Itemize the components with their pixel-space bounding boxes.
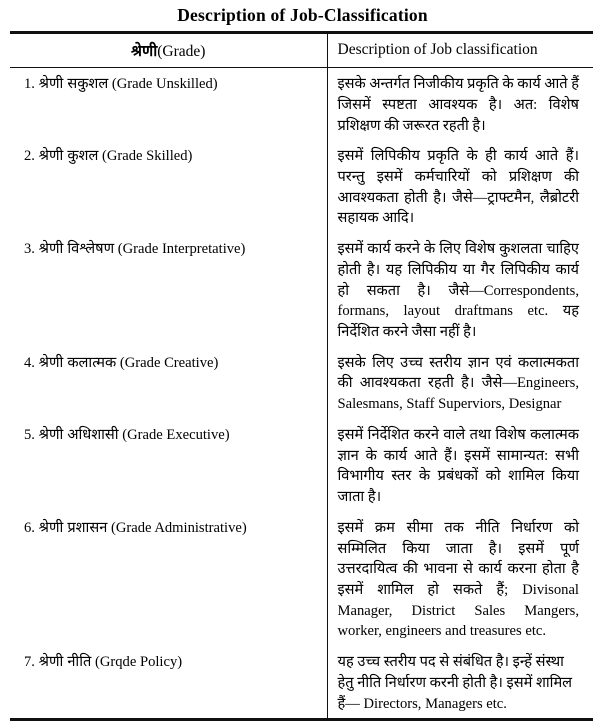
cell-description: इसमें कार्य करने के लिए विशेष कुशलता चाहिए होती है। यह लिपिकीय या गैर लिपिकीय कार्य हो सकता है। जैसे—Correspondents, formans, layout draftmans etc. यह निर्देशित करने जैसा नहीं है। (337, 241, 579, 341)
grade-label-english: (Grqde Policy) (94, 654, 183, 671)
table-body (10, 68, 593, 719)
column-header-grade (10, 34, 327, 68)
job-classification-table-container (10, 31, 593, 721)
grade-label-devanagari: श्रेणी कुशल (38, 148, 99, 165)
column-header-grade-english: (Grade) (157, 43, 206, 61)
grade-label-devanagari: श्रेणी कलात्मक (38, 354, 117, 371)
column-header-grade-devanagari: श्रेणी (131, 43, 158, 61)
grade-label-devanagari: श्रेणी प्रशासन (38, 519, 108, 536)
grade-index: 2. (24, 148, 35, 165)
grade-label-english: (Grade Administrative) (110, 519, 247, 536)
grade-index: 5. (24, 426, 35, 443)
cell-grade (10, 512, 327, 646)
grade-label-english: (Grade Creative) (119, 354, 219, 371)
table-row (10, 347, 593, 419)
cell-description: यह उच्च स्तरीय पद से संबंधित है। इन्हें संस्था हेतु नीति निर्धारण करनी होती है। इसमें शामिल हैं— Directors, Managers etc. (337, 654, 573, 712)
job-classification-table (10, 34, 593, 718)
grade-index: 6. (24, 519, 35, 536)
cell-grade (10, 68, 327, 141)
cell-description: इसमें क्रम सीमा तक नीति निर्धारण को सम्मिलित किया जाता है। इसमें पूर्ण उत्तरदायित्व की भावना से कार्य करना होता है इसमें शामिल हो सकते हैं; Divisonal Manager, District Sales Mangers, worker, engineers and treasures etc. (337, 519, 579, 640)
cell-grade (10, 646, 327, 718)
table-header (10, 34, 593, 68)
grade-index: 1. (24, 76, 35, 93)
grade-label-english: (Grade Skilled) (102, 148, 193, 165)
grade-label-english: (Grade Interpretative) (117, 241, 246, 258)
grade-label-devanagari: श्रेणी सकुशल (38, 76, 109, 93)
cell-grade (10, 140, 327, 233)
table-row (10, 140, 593, 233)
table-row (10, 419, 593, 512)
table-row (10, 68, 593, 141)
cell-description: इसमें लिपिकीय प्रकृति के ही कार्य आते हैं। परन्तु इसमें कर्मचारियों को प्रशिक्षण की आवश्यकता होती है। जैसे—ट्राफ्टमैन, लैब्रोटरी सहायक आदि। (337, 148, 579, 227)
grade-index: 4. (24, 354, 35, 371)
table-row (10, 646, 593, 718)
grade-index: 7. (24, 654, 35, 671)
cell-grade (10, 419, 327, 512)
page-title: Description of Job-Classification (177, 5, 428, 25)
column-header-description: Description of Job classification (327, 34, 593, 68)
cell-grade (10, 233, 327, 347)
cell-grade (10, 347, 327, 419)
table-row (10, 233, 593, 347)
cell-description: इसमें निर्देशित करने वाले तथा विशेष कलात्मक ज्ञान के कार्य आते हैं। इसमें सामान्यत: सभी विभागीय स्तर के प्रबंधकों को शामिल किया जाता है। (337, 426, 579, 506)
grade-index: 3. (24, 241, 35, 258)
table-header-row (10, 34, 593, 68)
grade-label-english: (Grade Executive) (122, 426, 230, 443)
grade-label-devanagari: श्रेणी नीति (38, 654, 92, 671)
table-row (10, 512, 593, 646)
cell-description: इसके अन्तर्गत निजीकीय प्रकृति के कार्य आते हैं जिसमें स्पष्टता आवश्यक है। अत: विशेष प्रशिक्षण की जरूरत रहती है। (337, 76, 579, 134)
cell-description: इसके लिए उच्च स्तरीय ज्ञान एवं कलात्मकता की आवश्यकता रहती है। जैसे—Engineers, Salesmans, Staff Superviors, Designar (337, 354, 579, 413)
grade-label-devanagari: श्रेणी अधिशासी (38, 426, 119, 443)
grade-label-english: (Grade Unskilled) (111, 76, 218, 93)
grade-label-devanagari: श्रेणी विश्लेषण (38, 241, 115, 258)
